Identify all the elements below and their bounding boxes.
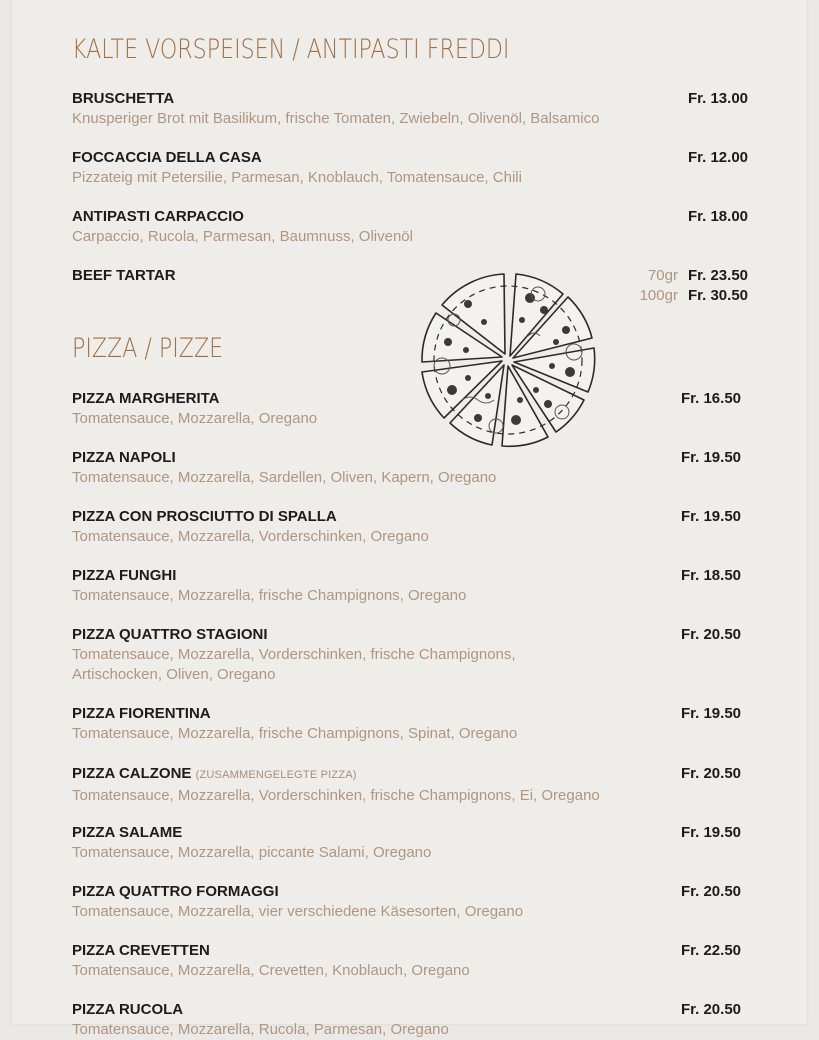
item-price: Fr. 20.50 xyxy=(680,883,741,900)
item-name: PIZZA RUCOLA xyxy=(72,1001,184,1018)
item-name-row xyxy=(72,764,748,785)
item-name: BEEF TARTAR xyxy=(72,267,176,284)
menu-item-antipasti-carpaccio xyxy=(72,207,748,247)
item-description: Tomatensauce, Mozzarella, Sardellen, Oliven, Kapern, Oregano xyxy=(72,469,497,486)
item-description: Tomatensauce, Mozzarella, Rucola, Parmesan, Oregano xyxy=(72,1021,449,1038)
item-price: Fr. 16.50 xyxy=(680,390,741,407)
menu-item-pizza-rucola xyxy=(72,1000,748,1040)
item-name: PIZZA FIORENTINA xyxy=(72,705,211,722)
tartar-price-row-100gr xyxy=(634,286,748,306)
item-price: Fr. 19.50 xyxy=(680,508,741,525)
menu-item-pizza-funghi xyxy=(72,566,748,606)
portion-size: 70gr xyxy=(647,267,678,284)
item-name: PIZZA FUNGHI xyxy=(72,567,177,584)
item-description: Knusperiger Brot mit Basilikum, frische Tomaten, Zwiebeln, Olivenöl, Balsamico xyxy=(72,110,600,127)
item-description-continued: Artischocken, Oliven, Oregano xyxy=(72,666,276,683)
item-description: Tomatensauce, Mozzarella, Vorderschinken, frische Champignons, xyxy=(72,646,516,663)
menu-item-bruschetta xyxy=(72,89,748,129)
item-name: PIZZA CREVETTEN xyxy=(72,942,210,959)
menu-item-pizza-quattro-formaggi xyxy=(72,882,748,922)
item-name: PIZZA CALZONE xyxy=(72,765,192,782)
item-description: Pizzateig mit Petersilie, Parmesan, Knoblauch, Tomatensauce, Chili xyxy=(72,169,522,186)
item-price: Fr. 20.50 xyxy=(680,1001,741,1018)
item-price: Fr. 12.00 xyxy=(687,149,748,166)
item-price: Fr. 30.50 xyxy=(687,287,748,304)
item-name: BRUSCHETTA xyxy=(72,90,175,107)
menu-item-pizza-prosciutto xyxy=(72,507,748,547)
item-price: Fr. 18.50 xyxy=(680,567,741,584)
item-name: PIZZA CON PROSCIUTTO DI SPALLA xyxy=(72,508,337,525)
item-price: Fr. 20.50 xyxy=(680,765,741,782)
item-description: Tomatensauce, Mozzarella, Oregano xyxy=(72,410,318,427)
item-description: Tomatensauce, Mozzarella, frische Champignons, Spinat, Oregano xyxy=(72,725,518,742)
menu-item-pizza-margherita xyxy=(72,389,748,429)
item-note: (ZUSAMMENGELEGTE PIZZA) xyxy=(195,769,357,781)
item-price: Fr. 13.00 xyxy=(687,90,748,107)
item-name: ANTIPASTI CARPACCIO xyxy=(72,208,244,225)
item-price: Fr. 23.50 xyxy=(687,267,748,284)
item-name: PIZZA NAPOLI xyxy=(72,449,176,466)
tartar-price-list xyxy=(634,266,748,306)
item-name: PIZZA SALAME xyxy=(72,824,183,841)
item-description: Carpaccio, Rucola, Parmesan, Baumnuss, Olivenöl xyxy=(72,228,413,245)
item-description: Tomatensauce, Mozzarella, Vorderschinken, Oregano xyxy=(72,528,429,545)
portion-size: 100gr xyxy=(639,287,678,304)
item-name: PIZZA MARGHERITA xyxy=(72,390,220,407)
item-price: Fr. 19.50 xyxy=(680,824,741,841)
item-price: Fr. 22.50 xyxy=(680,942,741,959)
menu-item-pizza-crevetten xyxy=(72,941,748,981)
item-description: Tomatensauce, Mozzarella, piccante Salami, Oregano xyxy=(72,844,432,861)
item-price: Fr. 18.00 xyxy=(687,208,748,225)
menu-item-beef-tartar xyxy=(72,266,748,304)
item-price: Fr. 19.50 xyxy=(680,449,741,466)
item-description: Tomatensauce, Mozzarella, Crevetten, Knoblauch, Oregano xyxy=(72,962,470,979)
menu-item-pizza-napoli xyxy=(72,448,748,488)
menu-item-foccaccia xyxy=(72,148,748,188)
menu-item-pizza-calzone xyxy=(72,764,748,806)
item-price: Fr. 19.50 xyxy=(680,705,741,722)
item-name: PIZZA QUATTRO STAGIONI xyxy=(72,626,268,643)
item-description: Tomatensauce, Mozzarella, Vorderschinken, frische Champignons, Ei, Oregano xyxy=(72,787,600,804)
item-name: PIZZA QUATTRO FORMAGGI xyxy=(72,883,279,900)
item-description: Tomatensauce, Mozzarella, frische Champignons, Oregano xyxy=(72,587,467,604)
menu-item-pizza-fiorentina xyxy=(72,704,748,744)
menu-item-pizza-quattro-stagioni xyxy=(72,625,748,685)
antipasti-section-title: KALTE VORSPEISEN / ANTIPASTI FREDDI xyxy=(72,34,510,65)
pizza-section-title: PIZZA / PIZZE xyxy=(72,333,224,364)
item-price: Fr. 20.50 xyxy=(680,626,741,643)
menu-page xyxy=(12,0,807,1038)
menu-item-pizza-salame xyxy=(72,823,748,863)
item-name: FOCCACCIA DELLA CASA xyxy=(72,149,262,166)
item-description: Tomatensauce, Mozzarella, vier verschiedene Käsesorten, Oregano xyxy=(72,903,524,920)
tartar-price-row-70gr xyxy=(634,266,748,286)
